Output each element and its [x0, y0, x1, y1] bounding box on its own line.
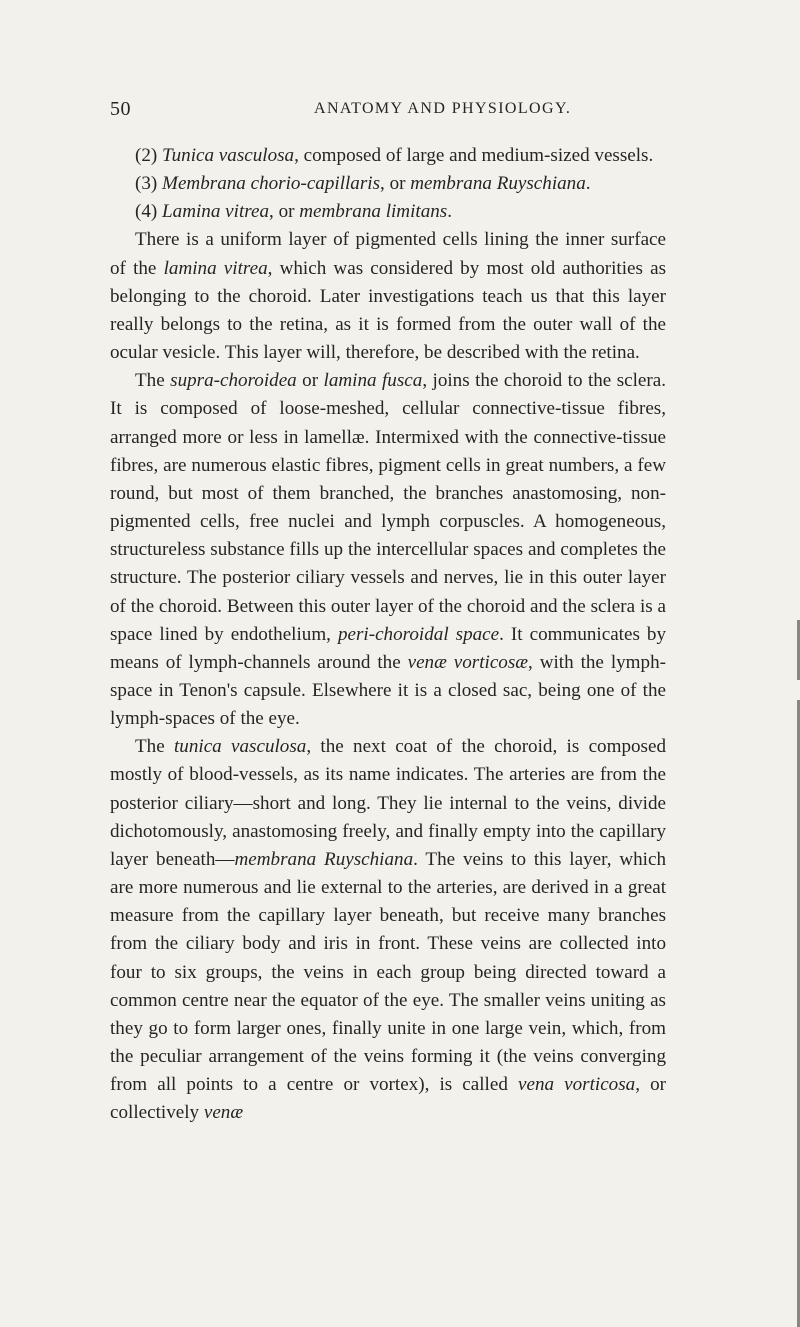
- running-head: ANATOMY AND PHYSIOLOGY.: [314, 100, 572, 117]
- term: peri-choroidal space: [337, 623, 500, 645]
- term: membrana Ruyschiana: [234, 848, 414, 870]
- paragraph-pigment-layer: There is a uniform layer of pigmented cells lining the inner surface of the lamina vitrea, which was considered by most old authorities as belonging to the choroid. Later investigations teach us that this layer really belongs to the retina, as it is formed from the outer wall of the ocular vesicle. This layer will, therefore, be described with the retina.: [110, 229, 667, 364]
- term: membrana limitans: [299, 201, 448, 223]
- term: venæ vorticosæ: [407, 651, 529, 673]
- term: Tunica vasculosa: [162, 145, 295, 166]
- term: lamina fusca: [323, 370, 423, 392]
- body-text: [110, 142, 666, 1127]
- term: tunica vasculosa: [174, 736, 307, 758]
- list-item: (2) Tunica vasculosa, composed of large and medium-sized vessels.: [135, 145, 654, 166]
- page-header: [0, 98, 800, 128]
- list-item: (3) Membrana chorio-capillaris, or membrana Ruyschiana.: [135, 173, 591, 195]
- term: supra-choroidea: [170, 370, 297, 392]
- page-number: 50: [110, 98, 131, 120]
- list-item: (4) Lamina vitrea, or membrana limitans.: [135, 201, 453, 223]
- paragraph-tunica-vasculosa: The tunica vasculosa, the next coat of the choroid, is composed mostly of blood-vessels, as its name indicates. The arteries are from the posterior ciliary—short and long. They lie internal to the veins, divide dichotomously, anastomosing freely, and finally empty into the capillary layer beneath—membrana Ruyschiana. The veins to this layer, which are more numerous and lie external to the arteries, are derived in a great measure from the capillary layer beneath, but receive many branches from the ciliary body and iris in front. These veins are collected into four to six groups, the veins in each group being directed toward a common centre near the equator of the eye. The smaller veins uniting as they go to form larger ones, finally unite in one large vein, which, from the peculiar arrangement of the veins forming it (the veins converging from all points to a centre or vortex), is called vena vorticosa, or collectively venæ: [110, 736, 667, 1124]
- term: vena vorticosa: [518, 1074, 636, 1096]
- term: venæ: [203, 1102, 244, 1124]
- term: membrana Ruyschiana: [410, 173, 586, 195]
- term: Membrana chorio-capillaris: [162, 173, 381, 195]
- paragraph-supra-choroidea: The supra-choroidea or lamina fusca, joins the choroid to the sclera. It is composed of loose-meshed, cellular connective-tissue fibres, arranged more or less in lamellæ. Intermixed with the connective-tissue fibres, are numerous elastic fibres, pigment cells in great numbers, a few round, but most of them branched, the branches anastomosing, non-pigmented cells, free nuclei and lymph corpuscles. A homogeneous, structureless substance fills up the intercellular spaces and completes the structure. The posterior ciliary vessels and nerves, lie in this outer layer of the choroid. Between this outer layer of the choroid and the sclera is a space lined by endothelium, peri-choroidal space. It communicates by means of lymph-channels around the venæ vorticosæ, with the lymph-space in Tenon's capsule. Elsewhere it is a closed sac, being one of the lymph-spaces of the eye.: [110, 370, 667, 730]
- term: lamina vitrea: [163, 257, 268, 279]
- term: Lamina vitrea: [162, 201, 270, 223]
